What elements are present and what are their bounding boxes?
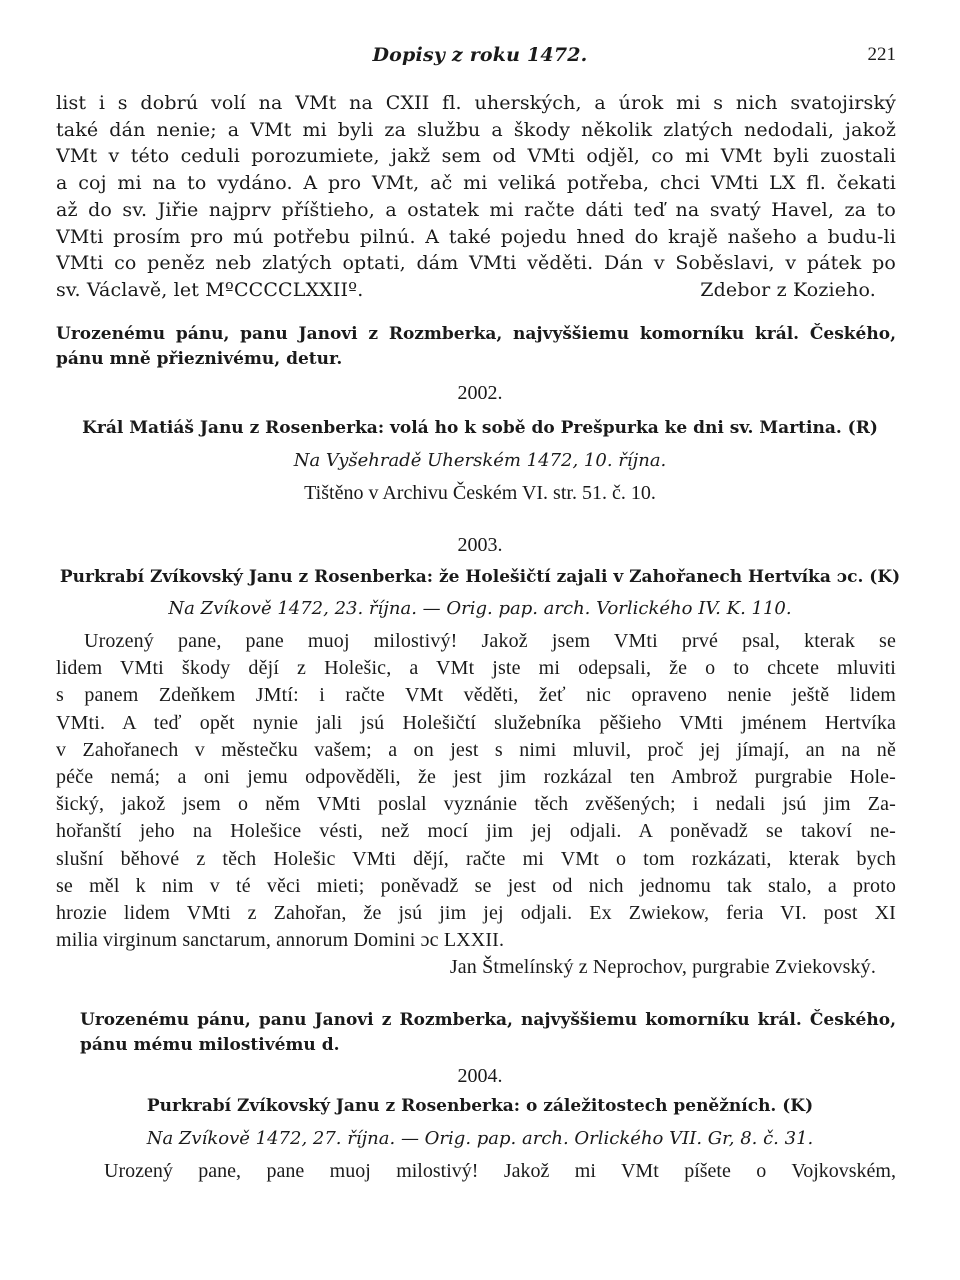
print-reference: Tištěno v Archivu Českém VI. str. 51. č. 10.: [304, 482, 656, 504]
text-line: také dán nenie; a VMt mi byli za službu a škody několik zlatých nedodali, jakož: [56, 118, 896, 141]
text-line: hořanští jeho na Holešice vésti, než mocí jim jej odjali. A poněvadž se takoví ne-: [56, 820, 896, 843]
text-line: VMti co peněz neb zlatých optati, dám VMti věděti. Dán v Soběslavi, v pátek po: [56, 252, 896, 275]
text-line: slušní běhové z těch Holešic VMti dějí, račte mi VMt o tom rozkázati, kterak bych: [56, 847, 896, 870]
text-line: VMti. A teď opět nynie jali jsú Holešičtí služebníka pěšieho VMti jménem Hertvíka: [56, 711, 896, 734]
letter-title: Purkrabí Zvíkovský Janu z Rosenberka: o záležitostech peněžních. (K): [146, 1096, 814, 1116]
letter-body: [104, 1158, 896, 1185]
continuation-text: [56, 90, 896, 304]
address-line: pánu mému milostivému d.: [80, 1035, 340, 1055]
text-line: se měl k nim v té věci mieti; poněvadž se jest od nich jednomu tak stalo, a proto: [56, 874, 896, 897]
text-line: lidem VMti škody dějí z Holešic, a VMt jste mi odepsali, že o to chcete mluviti: [56, 657, 896, 680]
signature: Jan Štmelínský z Neprochov, purgrabie Zviekovský.: [449, 956, 876, 979]
text-line: list i s dobrú volí na VMt na CXII fl. uherských, a úrok mi s nich svatojirský: [56, 92, 896, 114]
text-line: Urozený pane, pane muoj milostivý! Jakož mi VMt píšete o Vojkovském,: [104, 1160, 896, 1182]
letter-number: 2003.: [457, 534, 503, 556]
letter-number: 2004.: [457, 1065, 503, 1087]
address: [80, 1008, 896, 1058]
text-line: hrozie lidem VMti z Zahořan, že jsú jim jej odjali. Ex Zwiekow, feria VI. post XI: [56, 902, 896, 925]
letter-title: Purkrabí Zvíkovský Janu z Rosenberka: že Holešičtí zajali v Zahořanech Hertvíka ɔc. (K): [59, 567, 901, 587]
address-line: pánu mně přieznivému, detur.: [56, 349, 343, 369]
text-line: péče nemá; a oni jemu odpověděli, že jest jim rozkázal ten Ambrož purgrabie Hole-: [56, 766, 896, 789]
dating-line: [56, 277, 896, 304]
text-line: až do sv. Jiřie najprv příštieho, a ostatek mi račte dáti teď na svatý Havel, za to: [56, 198, 896, 221]
signature: Zdebor z Kozieho.: [700, 278, 876, 301]
text-line: a coj mi na to vydáno. A pro VMt, ač mi veliká potřeba, chci VMti LX fl. čekati: [56, 172, 896, 195]
text-line: milia virginum sanctarum, annorum Domini ɔc LXXII.: [56, 929, 505, 952]
letter-number: 2002.: [457, 382, 503, 404]
letter-date: Na Zvíkově 1472, 27. října. — Orig. pap. arch. Orlického VII. Gr, 8. č. 31.: [146, 1128, 814, 1149]
text-line: VMt v této ceduli porozumiete, jakž sem od VMti odjěl, co mi VMt byli zuostali: [56, 145, 896, 168]
text-line: šický, jakož jsem o něm VMti poslal vyznánie těch zvěšených; i nedali jsú jim Za-: [56, 793, 896, 816]
text-line: Urozený pane, pane muoj milostivý! Jakož jsem VMti prvé psal, kterak se: [84, 630, 896, 652]
text-line: s panem Zdeňkem JMtí: i račte VMt věděti, žeť nic opraveno nenie ještě lidem: [56, 684, 896, 707]
page-number: 221: [867, 44, 896, 65]
letter-body: [56, 628, 896, 982]
address: [56, 322, 896, 372]
letter-date: Na Vyšehradě Uherském 1472, 10. října.: [293, 450, 667, 471]
text-line: VMti prosím pro mú potřebu pilnú. A také pojedu hned do krajě našeho a budu-li: [56, 225, 896, 248]
letter-title: Král Matiáš Janu z Rosenberka: volá ho k sobě do Prešpurka ke dni sv. Martina. (R): [82, 418, 878, 438]
text-line: v Zahořanech v městečku vašem; a on jest s nimi mluvil, proč jej jímají, an na ně: [56, 738, 896, 761]
address-line: Urozenému pánu, panu Janovi z Rozmberka, najvyššiemu komorníku král. Českého,: [80, 1010, 896, 1030]
address-line: Urozenému pánu, panu Janovi z Rozmberka, najvyššiemu komorníku král. Českého,: [56, 324, 896, 344]
dating-text: sv. Václavě, let MºCCCCLXXIIº.: [56, 278, 364, 301]
letter-date: Na Zvíkově 1472, 23. října. — Orig. pap. arch. Vorlického IV. K. 110.: [168, 598, 792, 619]
running-header: Dopisy z roku 1472.: [372, 44, 588, 66]
